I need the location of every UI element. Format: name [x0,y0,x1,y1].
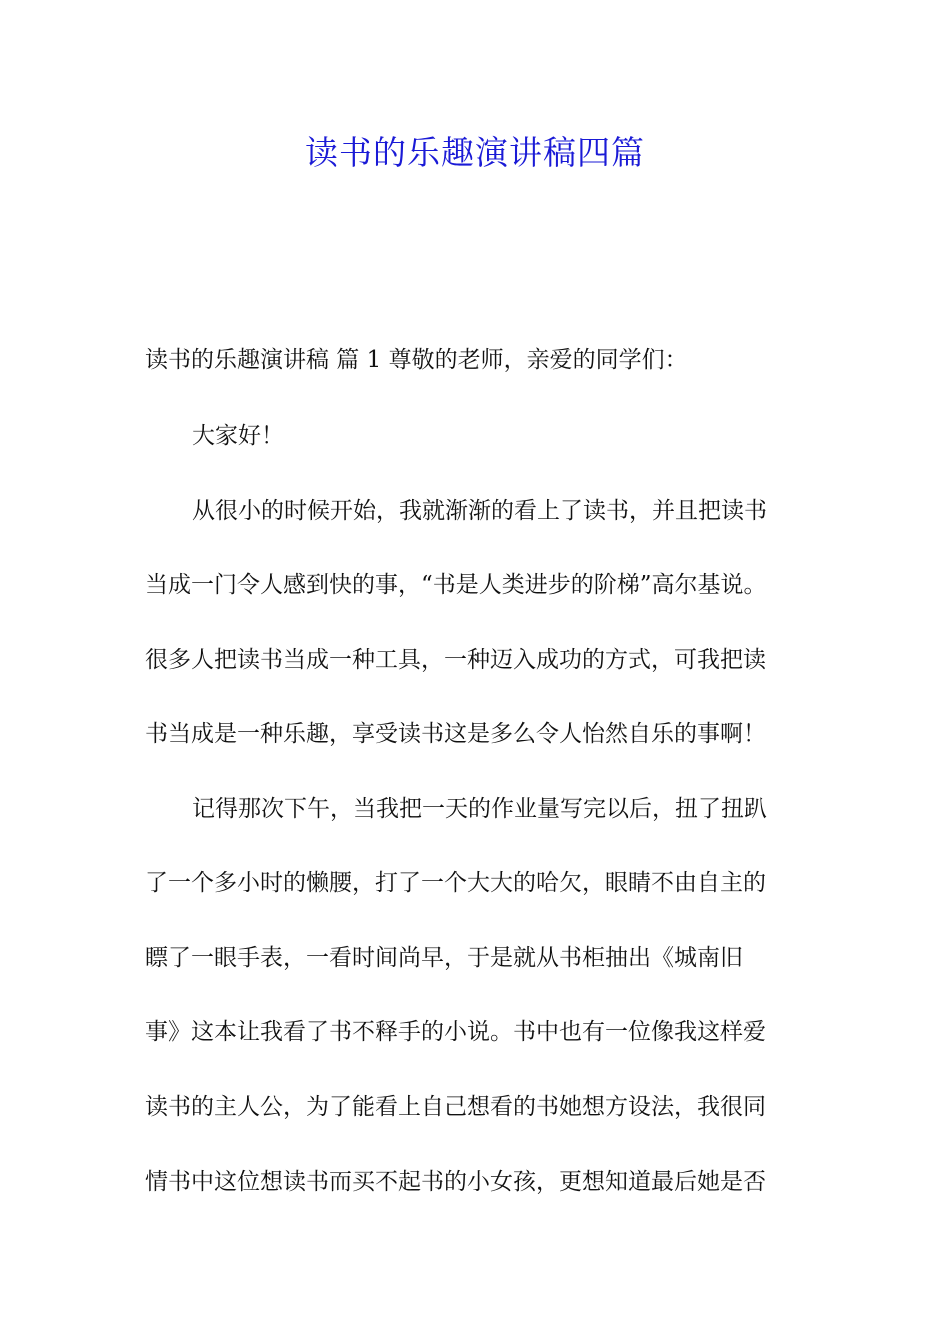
paragraph-line: 大家好！ [192,423,284,449]
paragraph-line: 书当成是一种乐趣，享受读书这是多么令人怡然自乐的事啊！ [145,721,766,747]
paragraph-line: 记得那次下午，当我把一天的作业量写完以后，扭了扭趴 [192,796,767,822]
paragraph-line: 很多人把读书当成一种工具，一种迈入成功的方式，可我把读 [145,647,766,673]
paragraph-line: 情书中这位想读书而买不起书的小女孩，更想知道最后她是否 [145,1169,766,1195]
document-title: 读书的乐趣演讲稿四篇 [305,133,645,172]
paragraph-line: 当成一门令人感到快的事，“书是人类进步的阶梯”高尔基说。 [145,572,767,598]
paragraph-line: 读书的乐趣演讲稿 篇 1 尊敬的老师，亲爱的同学们： [145,347,688,373]
paragraph-line: 瞟了一眼手表，一看时间尚早，于是就从书柜抽出《城南旧 [145,945,743,971]
paragraph-line: 从很小的时候开始，我就渐渐的看上了读书，并且把读书 [192,498,767,524]
paragraph-line: 事》这本让我看了书不释手的小说。书中也有一位像我这样爱 [145,1019,766,1045]
paragraph-line: 读书的主人公，为了能看上自己想看的书她想方设法，我很同 [145,1094,766,1120]
paragraph-line: 了一个多小时的懒腰，打了一个大大的哈欠，眼睛不由自主的 [145,870,766,896]
